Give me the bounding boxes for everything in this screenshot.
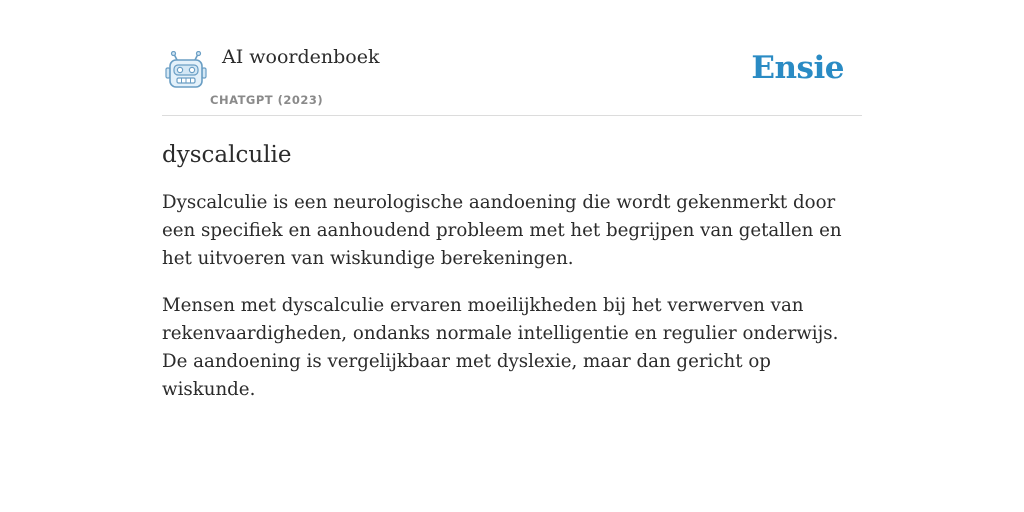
source-label: CHATGPT (2023) bbox=[210, 93, 324, 107]
dictionary-name-link[interactable]: AI woordenboek bbox=[222, 46, 380, 68]
definition-paragraph: Mensen met dyscalculie ervaren moeilijkheden bij het verwerven van rekenvaardigheden, ondanks normale intelligentie en regulier onderwijs. De aandoening is vergelijkbaar met dyslexie, maar dan gericht op wiskunde. bbox=[162, 295, 839, 400]
definition-paragraph: Dyscalculie is een neurologische aandoening die wordt gekenmerkt door een specifiek en aanhoudend probleem met het begrijpen van getallen en het uitvoeren van wiskundige berekeningen. bbox=[162, 192, 842, 269]
dictionary-header bbox=[162, 40, 862, 116]
term-title: dyscalculie bbox=[162, 142, 292, 168]
robot-icon bbox=[165, 51, 207, 89]
page-container bbox=[162, 40, 862, 404]
ensie-logo-link[interactable]: Ensie bbox=[751, 50, 844, 86]
definition-body bbox=[162, 189, 862, 404]
